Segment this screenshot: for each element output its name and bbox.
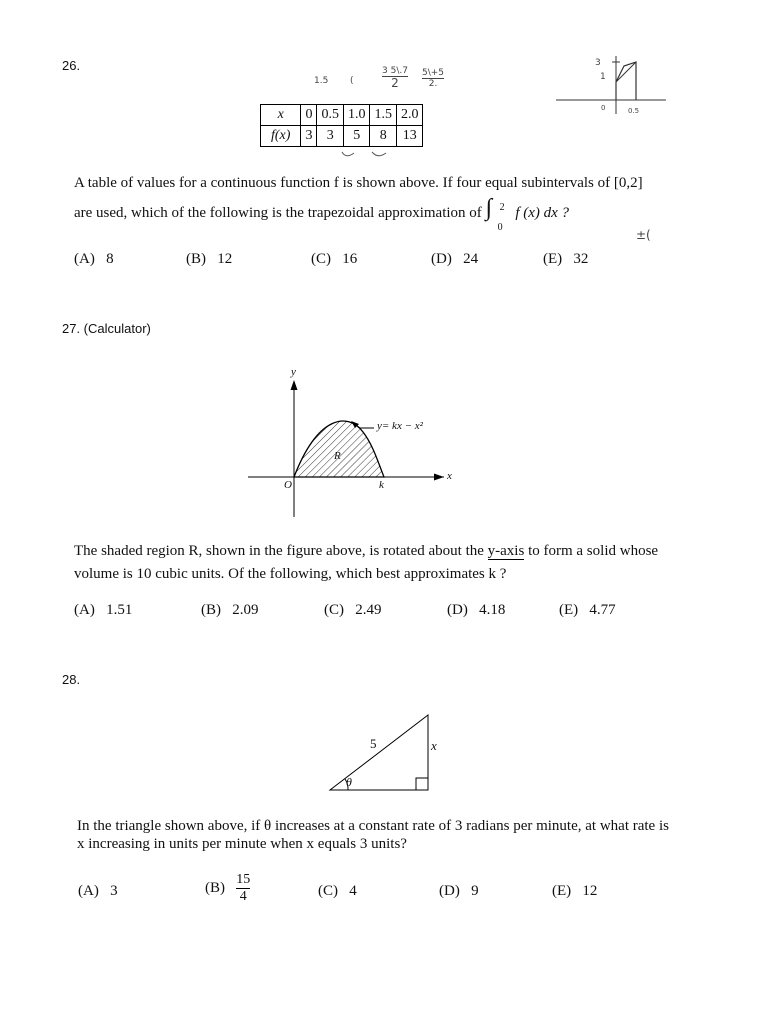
choice-label: (E) xyxy=(552,883,572,899)
note-frac-2 xyxy=(422,68,444,89)
values-table xyxy=(260,104,423,147)
choice-value: 16 xyxy=(342,251,358,267)
sketch-label-1: 1 xyxy=(600,72,606,82)
choice-value: 4.77 xyxy=(589,602,616,618)
table-cell: 2.0 xyxy=(396,105,423,126)
question-26-number: 26. xyxy=(62,58,81,73)
note-frac-2-top: 5\+5 xyxy=(422,68,445,78)
choice-label: (C) xyxy=(318,883,338,899)
triangle-angle-label: θ xyxy=(346,775,352,789)
y-axis-underlined: y-axis xyxy=(487,543,525,559)
note-side: ±( xyxy=(636,228,651,242)
note-frac-1-bottom: 2 xyxy=(382,76,408,89)
choice-27-d[interactable] xyxy=(447,602,505,619)
choice-value: 4.18 xyxy=(479,602,506,618)
choice-value: 3 xyxy=(110,883,118,899)
region-graph xyxy=(248,350,478,520)
question-27-text-line-2: volume is 10 cubic units. Of the following, which best approximates k ? xyxy=(74,566,507,582)
note-frac-1 xyxy=(382,66,408,89)
choice-value: 4 xyxy=(349,883,357,899)
integrand: f (x) dx ? xyxy=(515,205,570,221)
table-cell: x xyxy=(261,105,301,126)
table-cell: 0.5 xyxy=(317,105,344,126)
choice-28-b[interactable] xyxy=(205,872,250,905)
choice-value: 24 xyxy=(463,251,479,267)
question-27-text-line-1 xyxy=(74,540,658,562)
sketch-label-0-5: 0.5 xyxy=(628,107,640,115)
graph-k-label: k xyxy=(379,479,384,491)
choice-27-a[interactable] xyxy=(74,602,132,619)
table-cell: 5 xyxy=(343,126,370,147)
table-cell: 13 xyxy=(396,126,423,147)
choice-26-c[interactable] xyxy=(311,251,357,268)
graph-y-label: y xyxy=(291,366,296,378)
choice-26-e[interactable] xyxy=(543,251,588,268)
integral-sign-icon: ∫ xyxy=(485,194,493,221)
question-26-text-line-2 xyxy=(74,194,570,233)
integral-symbol xyxy=(485,194,512,233)
choice-value: 12 xyxy=(582,883,598,899)
graph-origin-label: O xyxy=(284,479,292,491)
choice-26-a[interactable] xyxy=(74,251,114,268)
question-28-number: 28. xyxy=(62,672,81,687)
question-27-number: 27. (Calculator) xyxy=(62,321,151,336)
graph-x-label: x xyxy=(447,470,452,482)
handwritten-marks xyxy=(336,150,396,162)
integral-upper-limit: 2 xyxy=(499,201,505,213)
choice-26-d[interactable] xyxy=(431,251,478,268)
graph-curve-label: y= kx − x² xyxy=(377,420,423,432)
choice-28-a[interactable] xyxy=(78,883,118,900)
choice-label: (A) xyxy=(78,883,99,899)
note-frac-1-top: 3 5\.7 xyxy=(382,66,408,76)
choice-26-b[interactable] xyxy=(186,251,232,268)
question-26-text-line-2-start: are used, which of the following is the trapezoidal approximation of xyxy=(74,205,482,221)
table-cell: 3 xyxy=(301,126,317,147)
triangle-hypotenuse-label: 5 xyxy=(370,736,377,751)
choice-27-e[interactable] xyxy=(559,602,616,619)
right-triangle xyxy=(326,710,436,794)
table-cell: 1.5 xyxy=(370,105,397,126)
choice-label: (B) xyxy=(186,251,206,267)
graph-region-label: R xyxy=(334,450,341,462)
choice-label: (A) xyxy=(74,602,95,618)
table-cell: 8 xyxy=(370,126,397,147)
choice-label: (E) xyxy=(559,602,579,618)
question-28-text-line-2: x increasing in units per minute when x equals 3 units? xyxy=(77,836,407,852)
sketch-label-3: 3 xyxy=(595,58,601,68)
choice-28-c[interactable] xyxy=(318,883,357,900)
choice-label: (A) xyxy=(74,251,95,267)
triangle-side-label: x xyxy=(431,738,437,753)
question-28-text-line-1: In the triangle shown above, if θ increases at a constant rate of 3 radians per minute, at what rate is xyxy=(77,818,669,834)
choice-value: 32 xyxy=(573,251,589,267)
sketch-label-0: 0 xyxy=(601,104,606,112)
handwritten-sketch-graph xyxy=(556,52,676,122)
integral-lower-limit: 0 xyxy=(497,221,503,233)
choice-value: 8 xyxy=(106,251,114,267)
choice-value: 9 xyxy=(471,883,479,899)
fraction-denominator: 4 xyxy=(239,889,247,904)
table-cell: 3 xyxy=(317,126,344,147)
table-cell: 1.0 xyxy=(343,105,370,126)
note-1-5: 1.5 xyxy=(314,76,329,86)
choice-value: 2.09 xyxy=(232,602,259,618)
choice-label: (D) xyxy=(439,883,460,899)
choice-label: (C) xyxy=(311,251,331,267)
question-27-text-end: to form a solid whose xyxy=(528,543,659,559)
question-26-text-line-1: A table of values for a continuous function f is shown above. If four equal subintervals of [0,2] xyxy=(74,175,643,191)
choice-label: (B) xyxy=(205,880,225,896)
choice-label: (E) xyxy=(543,251,563,267)
choice-label: (C) xyxy=(324,602,344,618)
table-row xyxy=(261,126,423,147)
table-cell: 0 xyxy=(301,105,317,126)
choice-fraction xyxy=(236,872,250,905)
choice-value: 1.51 xyxy=(106,602,133,618)
choice-28-d[interactable] xyxy=(439,883,479,900)
choice-28-e[interactable] xyxy=(552,883,597,900)
choice-value: 2.49 xyxy=(355,602,382,618)
note-frac-2-bottom: 2. xyxy=(422,78,444,89)
choice-label: (D) xyxy=(431,251,452,267)
table-row xyxy=(261,105,423,126)
choice-27-b[interactable] xyxy=(201,602,259,619)
table-cell: f(x) xyxy=(261,126,301,147)
fraction-numerator: 15 xyxy=(236,872,251,887)
choice-value: 12 xyxy=(217,251,233,267)
question-27-text-start: The shaded region R, shown in the figure above, is rotated about the xyxy=(74,543,484,559)
choice-label: (B) xyxy=(201,602,221,618)
note-paren: ( xyxy=(350,76,354,86)
choice-label: (D) xyxy=(447,602,468,618)
choice-27-c[interactable] xyxy=(324,602,382,619)
